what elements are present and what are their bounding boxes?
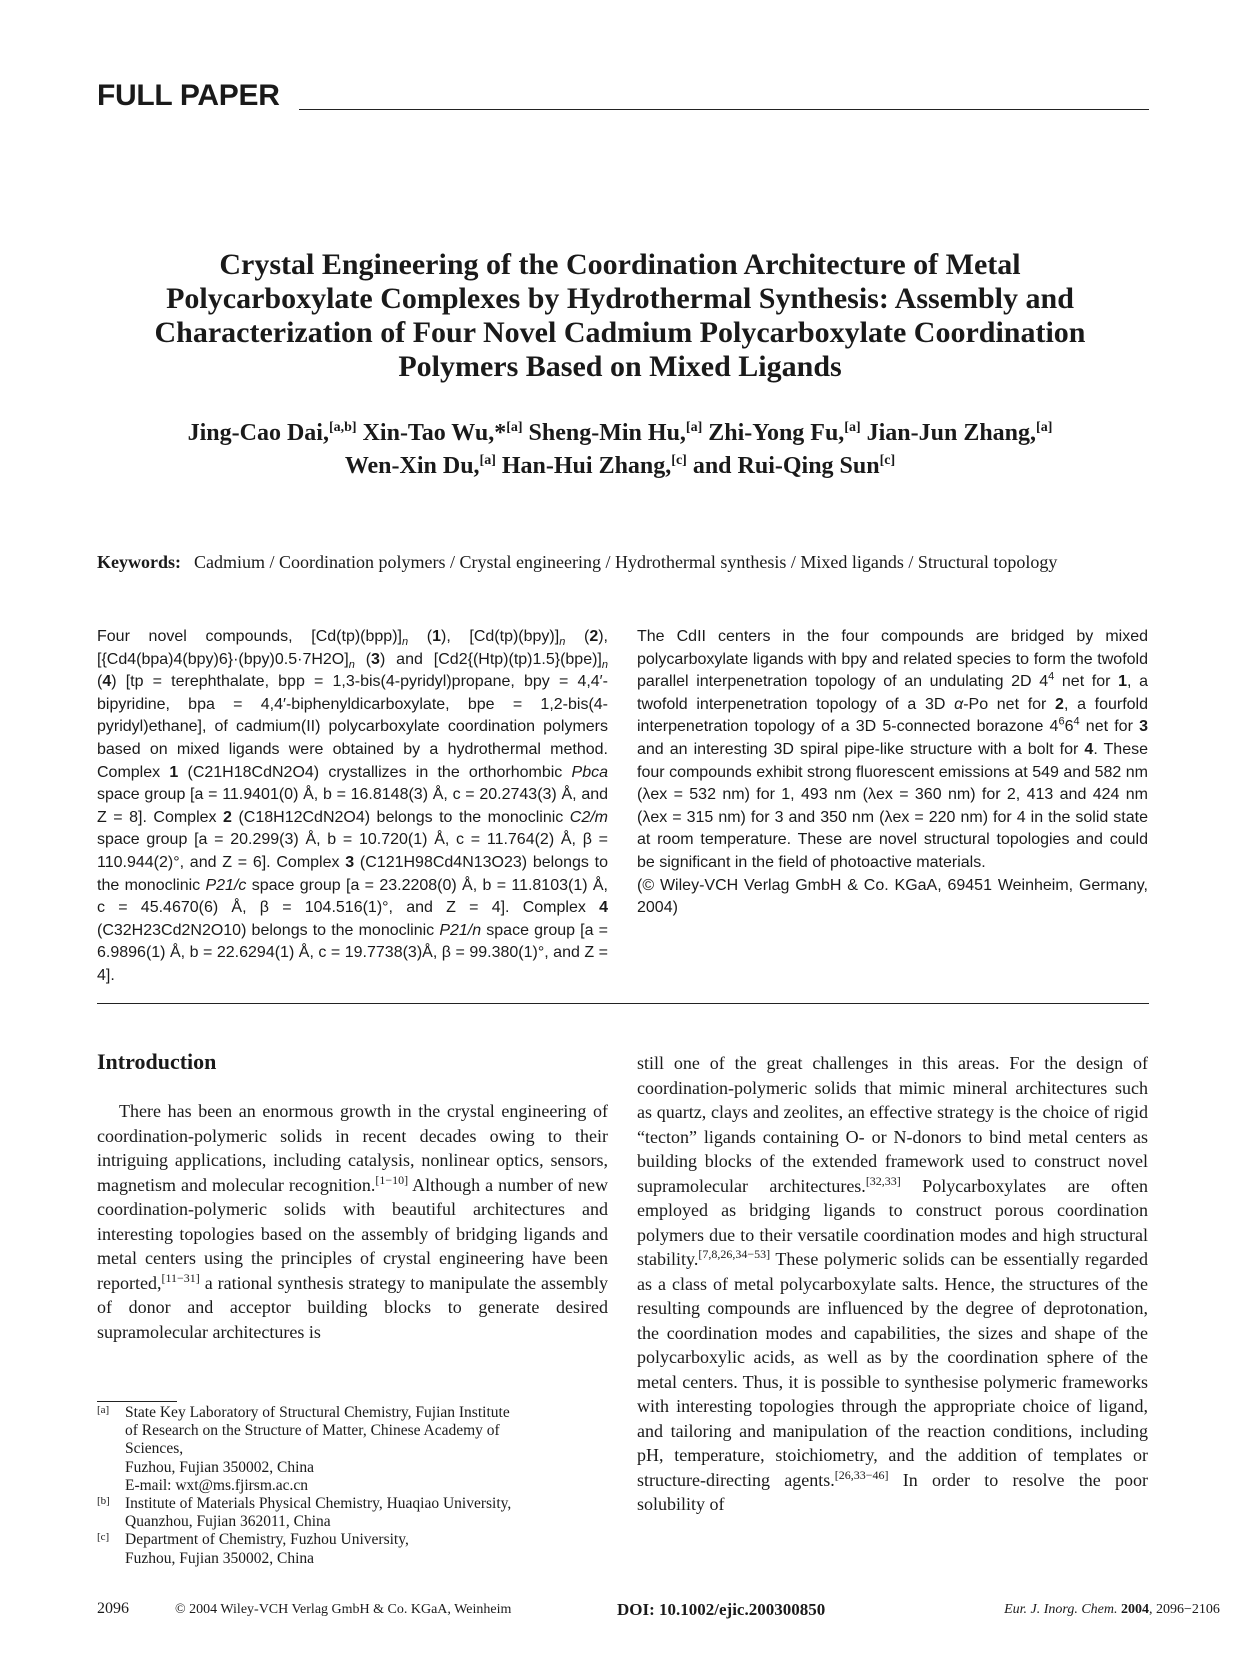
citation: [11−31]	[161, 1270, 200, 1285]
journal-year: 2004	[1121, 1602, 1149, 1617]
formula-4: C32H23Cd2N2O10	[102, 921, 242, 939]
footnote-b	[97, 1495, 612, 1531]
paper-title	[120, 248, 1120, 384]
compound-3: [{Cd4(bpa)4(bpy)6}·(bpy)0.5·7H2O]	[97, 650, 349, 668]
keywords-text: Cadmium / Coordination polymers / Crystal engineering / Hydrothermal synthesis / Mixed ligands / Structural topology	[194, 552, 1058, 572]
running-header	[97, 78, 1149, 114]
footnote-line: Fuzhou, Fujian 350002, China	[125, 1549, 315, 1567]
author-affiliation: [a]	[506, 420, 523, 435]
author-name: Jing-Cao Dai,	[187, 420, 329, 446]
formula-3: C121H98Cd4N13O23	[365, 853, 522, 871]
compound-1: [Cd(tp)(bpp)]	[311, 628, 402, 645]
ligand-definitions: tp = terephthalate, bpp = 1,3-bis(4-pyridyl)propane, bpy = 4,4′- bipyridine, bpa = 4,4′-biphenyldicarboxylate, bpe = 1,2-bis(4-pyridyl)ethane	[97, 673, 609, 736]
author-name: and Rui-Qing Sun	[692, 453, 880, 479]
author-name: Jian-Jun Zhang,	[866, 420, 1037, 446]
journal-pages: , 2096−2106	[1149, 1602, 1220, 1617]
affiliation-footnotes	[97, 1404, 612, 1568]
introduction-column-right: still one of the great challenges in this areas. For the design of coordination-polymeric solids that mimic mineral architectures such as quartz, clays and zeolites, an effective strategy is the choice of rigid “tecton” ligands containing O- or N-donors to bind metal centers as building blocks of the extended framework used to construct novel supramolecular architectures.[32,33] Polycarboxylates are often employed as bridging ligands to construct porous coordination polymers due to their versatile coordination modes and high structural stability.[7,8,26,34−53] These polymeric solids can be essentially regarded as a class of metal polycarboxylate salts. Hence, the structures of the resulting compounds are influenced by the degree of deprotonation, the coordination modes and capabilities, the sizes and shape of the polycarboxylic acids, as well as by the coordination sphere of the metal centers. Thus, it is possible to synthesise polymeric frameworks with interesting topologies through the appropriate choice of ligand, and tailoring and manipulation of the reaction conditions, including pH, temperature, stoichiometry, and the addition of templates or structure-directing agents.[26,33−46] In order to resolve the poor solubility of	[637, 1053, 1148, 1514]
abstract-column-left: Four novel compounds, $[Cd(tp)(bpp)]_n$ (1), $[Cd(tp)(bpy)]_n$ (2), $[\{Cd4(bpa)4(bpy)6\}\cdot(bpy)0.5\cdot 7H2O]_n$ (3) and $[Cd2\{(Htp)(tp)1.5\}(bpe)]_n$ (4) [tp = terephthalate, bpp = 1,3-bis(4-pyridyl)propane, bpy = 4,4′- bipyridine, bpa = 4,4′-biphenyldicarboxylate, bpe = 1,2-bis(4-pyridyl)ethane], of cadmium(II) polycarboxylate coordination polymers based on mixed ligands were obtained by a hydrothermal method. Complex 1 (C21H18CdN2O4) crystallizes in the orthorhombic Pbca space group [a = 11.9401(0) Å, b = 16.8148(3) Å, c = 20.2743(3) Å, and Z = 8]. Complex 2 (C18H12CdN2O4) belongs to the monoclinic C2/m space group [a = 20.299(3) Å, b = 10.720(1) Å, c = 11.764(2) Å, β = 110.944(2)°, and Z = 6]. Complex 3 (C121H98Cd4N13O23) belongs to the monoclinic P21/c space group [a = 23.2208(0) Å, b = 11.8103(1) Å, c = 45.4670(6) Å, β = 104.516(1)°, and Z = 4]. Complex 4 (C32H23Cd2N2O10) belongs to the monoclinic P21/n space group [a = 6.9896(1) Å, b = 22.6294(1) Å, c = 19.7738(3)Å, β = 99.380(1)°, and Z = 4].	[97, 628, 609, 984]
space-group-1: Pbca	[571, 763, 609, 781]
author-name: Xin-Tao Wu,*	[362, 420, 507, 446]
space-group-2: C2/m	[569, 808, 609, 826]
doi[interactable]: DOI: 10.1002/ejic.200300850	[617, 1600, 826, 1619]
page-number: 2096	[97, 1600, 129, 1617]
cadmium-description: of cadmium(II) polycarboxylate coordination polymers based on mixed ligands were obtained by a hydrothermal method.	[97, 718, 609, 758]
footnote-mark: [c]	[97, 1531, 110, 1544]
author-affiliation: [a]	[479, 453, 496, 468]
cell-parameters-1: a = 11.9401(0) Å, b = 16.8148(3) Å, c = 20.2743(3) Å, and Z = 8	[97, 786, 609, 826]
header-rule	[299, 109, 1149, 110]
author-name: Han-Hui Zhang,	[501, 453, 672, 479]
footnote-c	[97, 1531, 612, 1567]
author-name: Zhi-Yong Fu,	[708, 420, 845, 446]
title-line: Crystal Engineering of the Coordination Architecture of Metal	[219, 248, 1021, 281]
formula-2: C18H12CdN2O4	[243, 808, 365, 826]
author-name: Wen-Xin Du,	[344, 453, 480, 479]
formula-1: C21H18CdN2O4	[192, 763, 314, 781]
compound-4: [Cd2{(Htp)(tp)1.5}(bpe)]	[433, 650, 602, 668]
author-affiliation: [a]	[844, 420, 861, 435]
footnote-a	[97, 1404, 612, 1495]
footnote-mark: [b]	[97, 1495, 110, 1508]
space-group-4: P21/n	[439, 921, 482, 939]
footnote-line: Sciences,	[125, 1440, 184, 1458]
footnote-line: Department of Chemistry, Fuzhou University,	[125, 1531, 409, 1549]
journal-name: Eur. J. Inorg. Chem.	[1004, 1602, 1118, 1617]
footnote-line: State Key Laboratory of Structural Chemistry, Fujian Institute	[125, 1404, 510, 1421]
abstract-column-right: The CdII centers in the four compounds are bridged by mixed polycarboxylate ligands with bpy and related species to form the twofold parallel interpenetration topology of an undulating 2D $4^4$ net for 1, a twofold interpenetration topology of a 3D α-Po net for 2, a fourfold interpenetration topology of a 3D 5-connected borazone $4^66^4$ net for 3 and an interesting 3D spiral pipe-like structure with a bolt for 4. These four compounds exhibit strong fluorescent emissions at 549 and 582 nm (λex = 532 nm) for 1, 493 nm (λex = 360 nm) for 2, 413 and 424 nm (λex = 315 nm) for 3 and 350 nm (λex = 220 nm) for 4 in the solid state at room temperature. These are novel structural topologies and could be significant in the field of photoactive materials. (© Wiley-VCH Verlag GmbH & Co. KGaA, 69451 Weinheim, Germany, 2004)	[637, 626, 1148, 920]
cell-parameters-2: a = 20.299(3) Å, b = 10.720(1) Å, c = 11.764(2) Å, β = 110.944(2)°, and Z = 6	[97, 831, 609, 871]
footnote-mark: [a]	[97, 1404, 110, 1416]
fluorescence-data: 549 and 582 nm (λex = 532 nm) for 1, 493 nm (λex = 360 nm) for 2, 413 and 424 nm (λex = 315 nm) for 3 and 350 nm (λex = 220 nm) for 4	[637, 763, 1148, 826]
footnote-line: Quanzhou, Fujian 362011, China	[125, 1513, 331, 1531]
author-affiliation: [c]	[879, 453, 896, 468]
author-affiliation: [c]	[671, 453, 687, 468]
author-affiliation: [a,b]	[328, 420, 357, 435]
citation: [32,33]	[865, 1173, 901, 1188]
author-list	[110, 417, 1130, 483]
citation: [26,33−46]	[834, 1467, 889, 1482]
author-name: Sheng-Min Hu,	[528, 420, 686, 446]
title-line: Characterization of Four Novel Cadmium Polycarboxylate Coordination	[154, 316, 1086, 349]
cell-parameters-4: a = 6.9896(1) Å, b = 22.6294(1) Å, c = 19.7738(3)Å, β = 99.380(1)°, and Z = 4	[97, 921, 609, 984]
journal-citation	[1004, 1602, 1220, 1618]
footnote-line: Institute of Materials Physical Chemistry, Huaqiao University,	[125, 1495, 512, 1513]
keywords-label: Keywords:	[97, 552, 181, 572]
page-footer	[97, 1600, 1220, 1622]
citation: [7,8,26,34−53]	[698, 1247, 771, 1261]
abstract-rule	[97, 1003, 1149, 1004]
abstract-copyright: (© Wiley-VCH Verlag GmbH & Co. KGaA, 69451 Weinheim, Germany, 2004)	[637, 876, 1148, 917]
cell-parameters-3: a = 23.2208(0) Å, b = 11.8103(1) Å, c = 45.4670(6) Å, β = 104.516(1)°, and Z = 4	[97, 876, 609, 917]
section-heading-introduction: Introduction	[97, 1049, 217, 1074]
footer-copyright: © 2004 Wiley-VCH Verlag GmbH & Co. KGaA, Weinheim	[175, 1602, 512, 1617]
author-affiliation: [a]	[1036, 420, 1053, 435]
footnote-line: Fuzhou, Fujian 350002, China	[125, 1458, 315, 1476]
cadmium-ion-label: CdII	[676, 628, 706, 645]
citation: [1−10]	[375, 1172, 409, 1187]
author-affiliation: [a]	[685, 420, 703, 435]
compound-2: [Cd(tp)(bpy)]	[469, 628, 560, 645]
footnote-email[interactable]: E-mail: wxt@ms.fjirsm.ac.cn	[125, 1476, 309, 1494]
section-label: FULL PAPER	[97, 79, 280, 112]
space-group-3: P21/c	[205, 876, 247, 894]
footnote-line: of Research on the Structure of Matter, Chinese Academy of	[125, 1422, 500, 1440]
title-line: Polycarboxylate Complexes by Hydrothermal Synthesis: Assembly and	[166, 282, 1074, 315]
introduction-column-left: There has been an enormous growth in the crystal engineering of coordination-polymeric solids in recent decades owing to their intriguing applications, including catalysis, nonlinear optics, sensors, magnetism and molecular recognition.[1−10] Although a number of new coordination-polymeric solids with beautiful architectures and interesting topologies based on the assembly of bridging ligands and metal centers using the principles of crystal engineering have been reported,[11−31] a rational synthesis strategy to manipulate the assembly of donor and acceptor building blocks to generate desired supramolecular architectures is	[97, 1101, 608, 1342]
title-line: Polymers Based on Mixed Ligands	[398, 350, 842, 383]
